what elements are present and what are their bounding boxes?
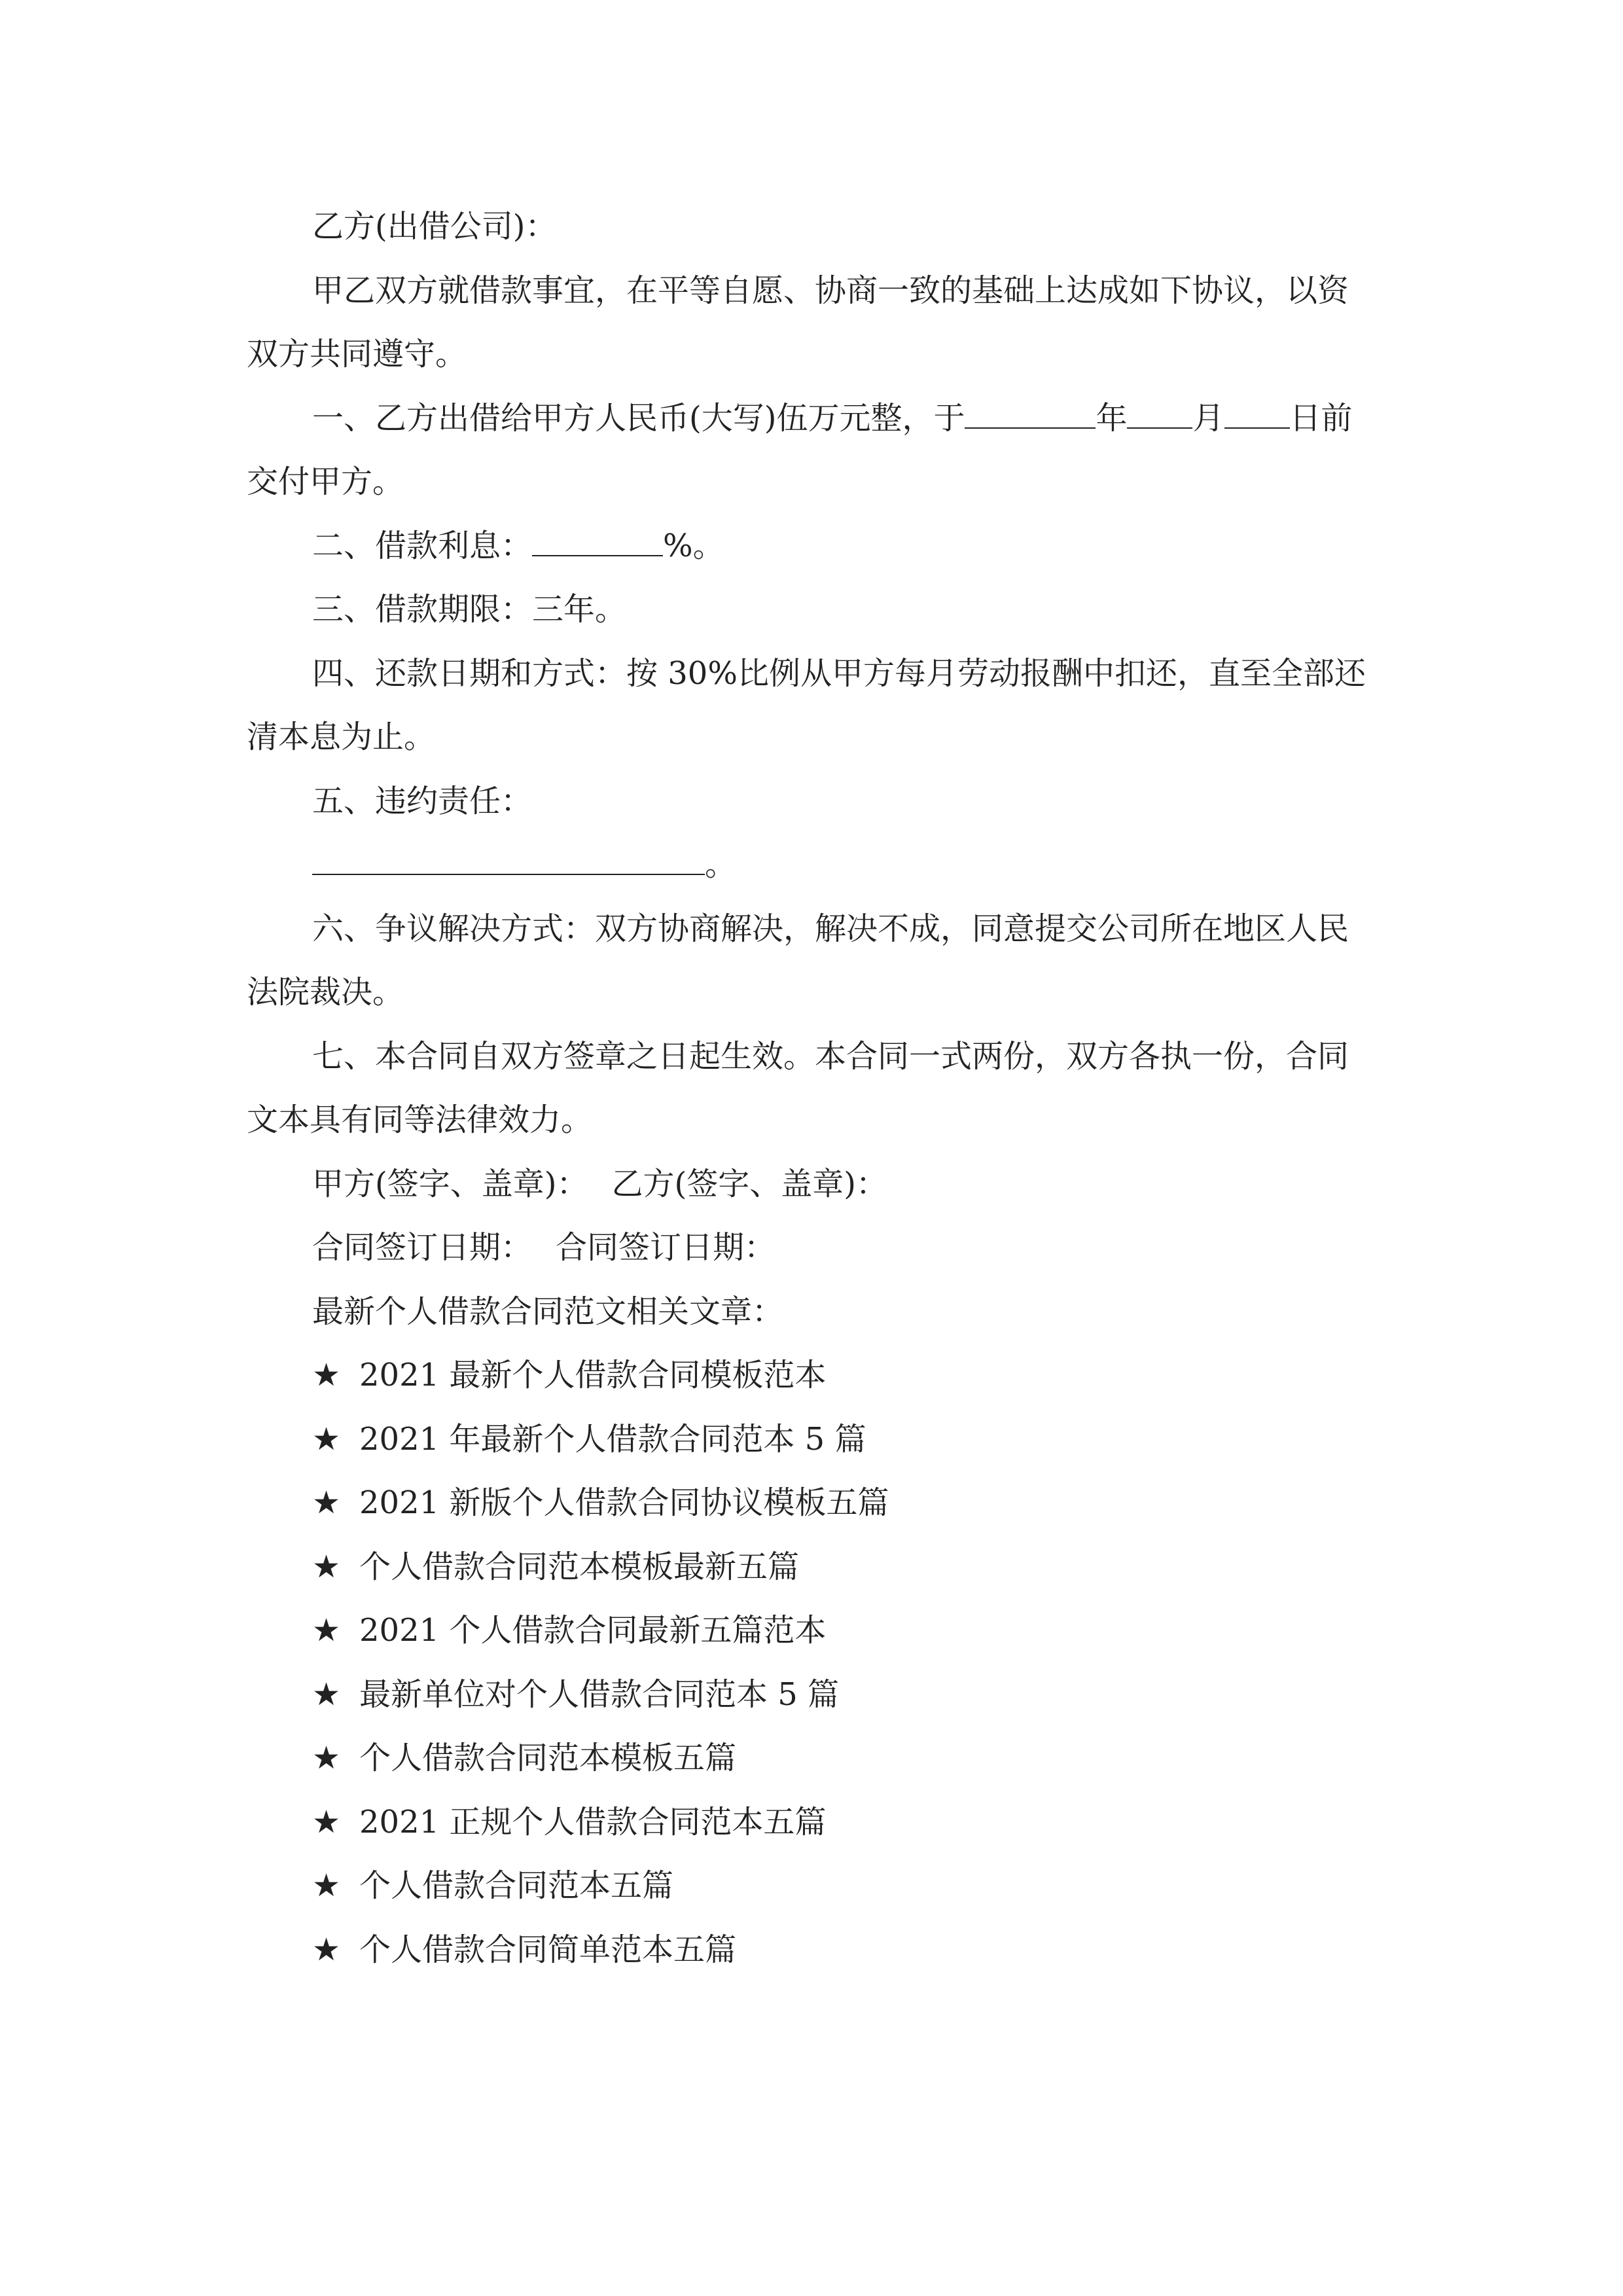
clause-4-line-2: 清本息为止。 <box>247 719 436 755</box>
star-icon: ★ <box>312 1357 341 1393</box>
related-article-title: 2021 正规个人借款合同范本五篇 <box>359 1803 827 1840</box>
clause-1-prefix: 一、乙方出借给甲方人民币(大写)伍万元整，于 <box>312 399 965 437</box>
related-article-title: 2021 新版个人借款合同协议模板五篇 <box>359 1484 889 1521</box>
star-icon: ★ <box>312 1548 341 1585</box>
party-b-line: 乙方(出借公司)： <box>312 208 557 245</box>
party-b-signature: 乙方(签字、盖章)： <box>611 1165 887 1202</box>
interest-blank <box>532 529 663 556</box>
year-label: 年 <box>1096 399 1128 437</box>
related-article-title: 个人借款合同范本五篇 <box>359 1867 674 1904</box>
related-article-link[interactable] <box>247 1344 1379 1408</box>
related-article-link[interactable] <box>247 1408 1379 1472</box>
clause-3-line: 三、借款期限：三年。 <box>312 591 627 628</box>
related-article-title: 个人借款合同范本模板五篇 <box>359 1740 737 1776</box>
clause-7-line-1: 七、本合同自双方签章之日起生效。本合同一式两份，双方各执一份，合同 <box>312 1037 1349 1075</box>
related-article-link[interactable] <box>247 1663 1379 1727</box>
star-icon: ★ <box>312 1931 341 1968</box>
clause-5-end: 。 <box>705 846 737 883</box>
sign-date-a: 合同签订日期： <box>312 1229 533 1266</box>
clause-1-line-2: 交付甲方。 <box>247 463 404 500</box>
related-article-title: 个人借款合同简单范本五篇 <box>359 1931 737 1968</box>
clause-2-line <box>247 514 1379 579</box>
related-article-link[interactable] <box>247 1471 1379 1535</box>
clause-5-line-2 <box>247 833 1379 897</box>
related-article-link[interactable] <box>247 1854 1379 1918</box>
sign-date-b: 合同签订日期： <box>556 1229 776 1266</box>
clause-6-line-1: 六、争议解决方式：双方协商解决，解决不成，同意提交公司所在地区人民 <box>312 910 1349 947</box>
day-blank <box>1224 401 1290 429</box>
year-blank <box>965 401 1096 429</box>
star-icon: ★ <box>312 1803 341 1840</box>
clause-2-prefix: 二、借款利息： <box>312 527 533 564</box>
related-article-title: 2021 个人借款合同最新五篇范本 <box>359 1612 827 1649</box>
star-icon: ★ <box>312 1867 341 1904</box>
related-article-title: 2021 年最新个人借款合同范本 5 篇 <box>359 1420 866 1458</box>
star-icon: ★ <box>312 1740 341 1776</box>
clause-5-line-1: 五、违约责任： <box>312 782 533 819</box>
liability-blank <box>312 848 705 875</box>
related-article-link[interactable] <box>247 1791 1379 1855</box>
party-a-signature: 甲方(签字、盖章)： <box>312 1165 588 1202</box>
clause-4-line-1: 四、还款日期和方式：按 30%比例从甲方每月劳动报酬中扣还，直至全部还 <box>312 655 1366 692</box>
signature-line <box>247 1153 1379 1217</box>
clause-6-line-2: 法院裁决。 <box>247 974 404 1011</box>
related-article-link[interactable] <box>247 1599 1379 1663</box>
document-page <box>247 195 1379 1982</box>
star-icon: ★ <box>312 1612 341 1649</box>
star-icon: ★ <box>312 1484 341 1521</box>
month-label: 月 <box>1192 399 1224 437</box>
clause-1-line-1 <box>247 387 1379 451</box>
star-icon: ★ <box>312 1676 341 1713</box>
related-article-title: 2021 最新个人借款合同模板范本 <box>359 1357 827 1393</box>
intro-line-2: 双方共同遵守。 <box>247 336 467 372</box>
related-article-link[interactable] <box>247 1727 1379 1791</box>
related-article-link[interactable] <box>247 1535 1379 1600</box>
related-article-link[interactable] <box>247 1918 1379 1982</box>
related-article-title: 最新单位对个人借款合同范本 5 篇 <box>359 1676 840 1713</box>
day-label: 日前 <box>1289 399 1353 437</box>
intro-line-1: 甲乙双方就借款事宜，在平等自愿、协商一致的基础上达成如下协议，以资 <box>312 272 1349 309</box>
clause-7-line-2: 文本具有同等法律效力。 <box>247 1102 593 1138</box>
clause-2-suffix: %。 <box>663 527 724 564</box>
related-title: 最新个人借款合同范文相关文章： <box>312 1293 784 1330</box>
related-article-title: 个人借款合同范本模板最新五篇 <box>359 1548 800 1585</box>
star-icon: ★ <box>312 1420 341 1458</box>
sign-date-line <box>247 1216 1379 1280</box>
month-blank <box>1127 401 1192 429</box>
related-articles-list <box>247 1344 1379 1982</box>
